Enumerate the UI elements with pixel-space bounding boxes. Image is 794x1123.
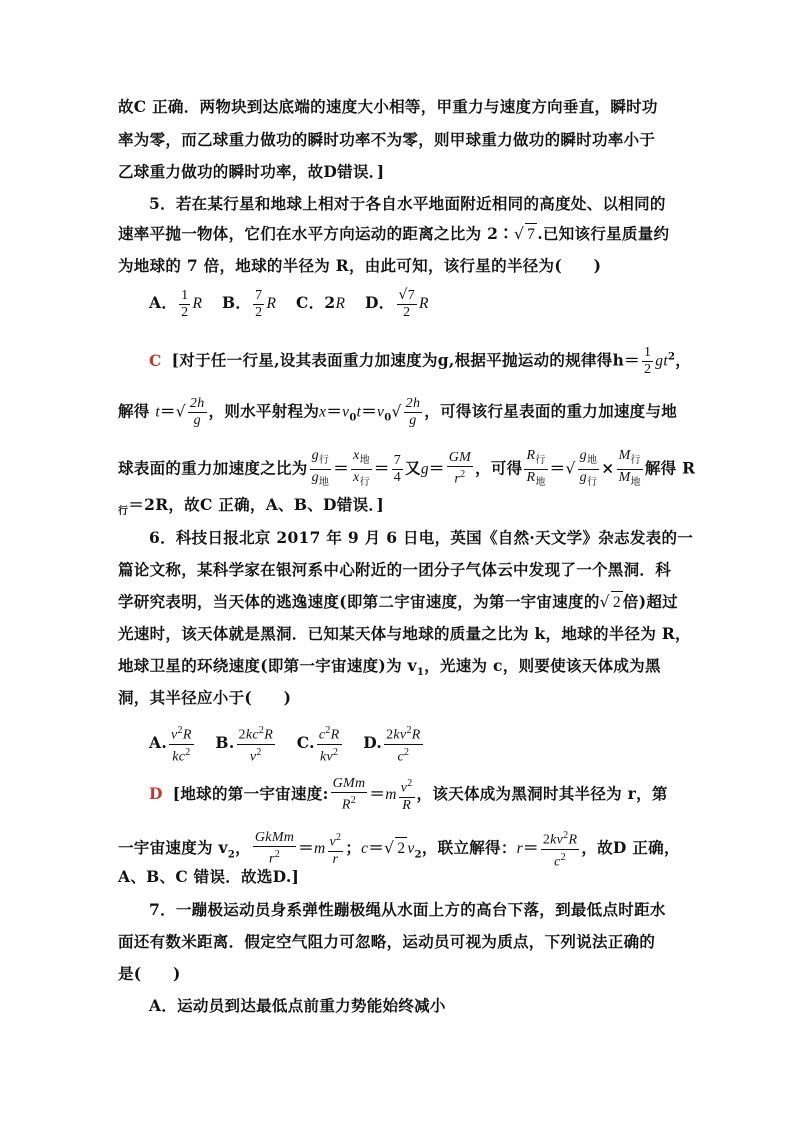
text-span: 又 bbox=[405, 458, 421, 478]
question-7-option-a: A．运动员到达最低点前重力势能始终减小 bbox=[149, 996, 446, 1015]
question-5-line: 速率平抛一物体，它们在水平方向运动的距离之比为 2∶√ 7 .已知该行星质量约 bbox=[118, 223, 678, 246]
text-span: ，故D 正确， bbox=[581, 838, 680, 858]
question-7-line: 7．一蹦极运动员身系弹性蹦极绳从水面上方的高台下落，到最低点时距水 bbox=[149, 900, 666, 919]
solution-5-line: C [对于任一行星,设其表面重力加速度为g,根据平抛运动的规律得h＝ $\frac{1}{2}$ $gt^2$， bbox=[149, 345, 692, 377]
text-span: 球表面的重力加速度之比为 bbox=[118, 458, 308, 478]
solution-5-line: 球表面的重力加速度之比为 $\frac{g_行}{g_地}$ ＝ $\frac{x_地}{x_行}$ ＝ $\frac{7}{4}$ 又g＝ $\frac{GM}{r^2}$ ，可得 $\frac{R_行}{R_地}$ ＝√ $\frac{g_地}{g_行}$ × $\frac{M_行}{M_地}$ 解得 R bbox=[118, 448, 696, 488]
text-span: 解得 bbox=[118, 401, 150, 421]
answer-label: C bbox=[149, 350, 162, 370]
answer-label: D bbox=[149, 783, 163, 803]
question-6-line: 学研究表明，当天体的逃逸速度(即第二宇宙速度，为第一宇宙速度的√ 2 倍)超过 bbox=[118, 591, 678, 614]
solution-5-line: 解得 t＝√ $\frac{2h}{g}$ ，则水平射程为$x=v_0t=v_0√$ $\frac{2h}{g}$ ，可得该行星表面的重力加速度与地 bbox=[118, 396, 678, 428]
question-6-options: A. $\frac{v^2R}{kc^2}$ B. $\frac{2kc^2R}{v^2}$ C. $\frac{c^2R}{kv^2}$ D. $\frac{2kv^2R}{c^2}$ bbox=[149, 725, 421, 765]
text-span: ，该天体成为黑洞时其半径为 r，第 bbox=[416, 783, 668, 803]
text-span: [对于任一行星,设其表面重力加速度为g,根据平抛运动的规律得h＝ bbox=[171, 350, 640, 370]
question-6-line: 洞，其半径应小于( ) bbox=[118, 688, 292, 707]
question-7-line: 是( ) bbox=[118, 964, 181, 983]
solution-6-line: 一宇宙速度为 $v_2$， $\frac{\text{GkMm}}{r^2}$ ＝m $\frac{v^2}{r}$ ；c＝√ 2 $v_2$，联立解得：r＝ $\frac{2kv^2R}{c^2}$ ，故D 正确， bbox=[118, 830, 680, 870]
text-span: ，联立解得： bbox=[421, 838, 517, 858]
question-6-line: 篇论文称，某科学家在银河系中心附近的一团分子气体云中发现了一个黑洞．科 bbox=[118, 560, 672, 579]
text-span: 速率平抛一物体，它们在水平方向运动的距离之比为 2∶ bbox=[118, 224, 514, 243]
text-span: ，可得该行星表面的重力加速度与地 bbox=[424, 401, 678, 421]
solution-6-line: A、B、C 错误．故选D.] bbox=[118, 867, 300, 886]
text-span: [地球的第一宇宙速度: bbox=[172, 783, 329, 803]
text-span: ＝2R，故C 正确，A、B、D错误．] bbox=[128, 495, 385, 514]
solution-5-line: $_行$＝2R，故C 正确，A、B、D错误．] bbox=[118, 495, 385, 518]
question-5-line: 5．若在某行星和地球上相对于各自水平地面附近相同的高度处、以相同的 bbox=[149, 194, 666, 213]
text-span: 一宇宙速度为 v bbox=[118, 838, 228, 858]
text-span: ，则水平射程为 bbox=[208, 401, 320, 421]
text-line: 率为零，而乙球重力做功的瞬时功率不为零，则甲球重力做功的瞬时功率小于 bbox=[118, 130, 656, 149]
text-span: 解得 R bbox=[644, 458, 696, 478]
text-span: 倍)超过 bbox=[622, 592, 678, 611]
text-span: .已知该行星质量约 bbox=[537, 224, 670, 243]
question-6-line: 6．科技日报北京 2017 年 9 月 6 日电，英国《自然·天文学》杂志发表的一 bbox=[149, 528, 694, 547]
text-line: 乙球重力做功的瞬时功率，故D错误．] bbox=[118, 162, 385, 181]
text-span: 地球卫星的环绕速度(即第一宇宙速度)为 v bbox=[118, 656, 417, 675]
text-span: ，光速为 c，则要使该天体成为黑 bbox=[424, 656, 661, 675]
text-line: 故C 正确．两物块到达底端的速度大小相等，甲重力与速度方向垂直，瞬时功 bbox=[118, 97, 658, 116]
question-6-line: 光速时，该天体就是黑洞．已知某天体与地球的质量之比为 k，地球的半径为 R， bbox=[118, 624, 691, 643]
question-7-line: 面还有数米距离．假定空气阻力可忽略，运动员可视为质点，下列说法正确的 bbox=[118, 932, 656, 951]
question-5-options: A． $\frac{1}{2}$ R B． $\frac{7}{2}$ R C．2R D． $\frac{√7}{2}$ R bbox=[149, 287, 429, 320]
question-5-line: 为地球的 7 倍，地球的半径为 R，由此可知，该行星的半径为( ) bbox=[118, 256, 602, 275]
text-span: 学研究表明，当天体的逃逸速度(即第二宇宙速度，为第一宇宙速度的 bbox=[118, 592, 600, 611]
text-span: ，可得 bbox=[475, 458, 523, 478]
question-6-line: 地球卫星的环绕速度(即第一宇宙速度)为 $v_1$，光速为 c，则要使该天体成为黑 bbox=[118, 656, 661, 679]
solution-6-line: D [地球的第一宇宙速度: $\frac{\text{GMm}}{R^2}$ ＝m $\frac{v^2}{R}$ ，该天体成为黑洞时其半径为 r，第 bbox=[149, 776, 668, 813]
